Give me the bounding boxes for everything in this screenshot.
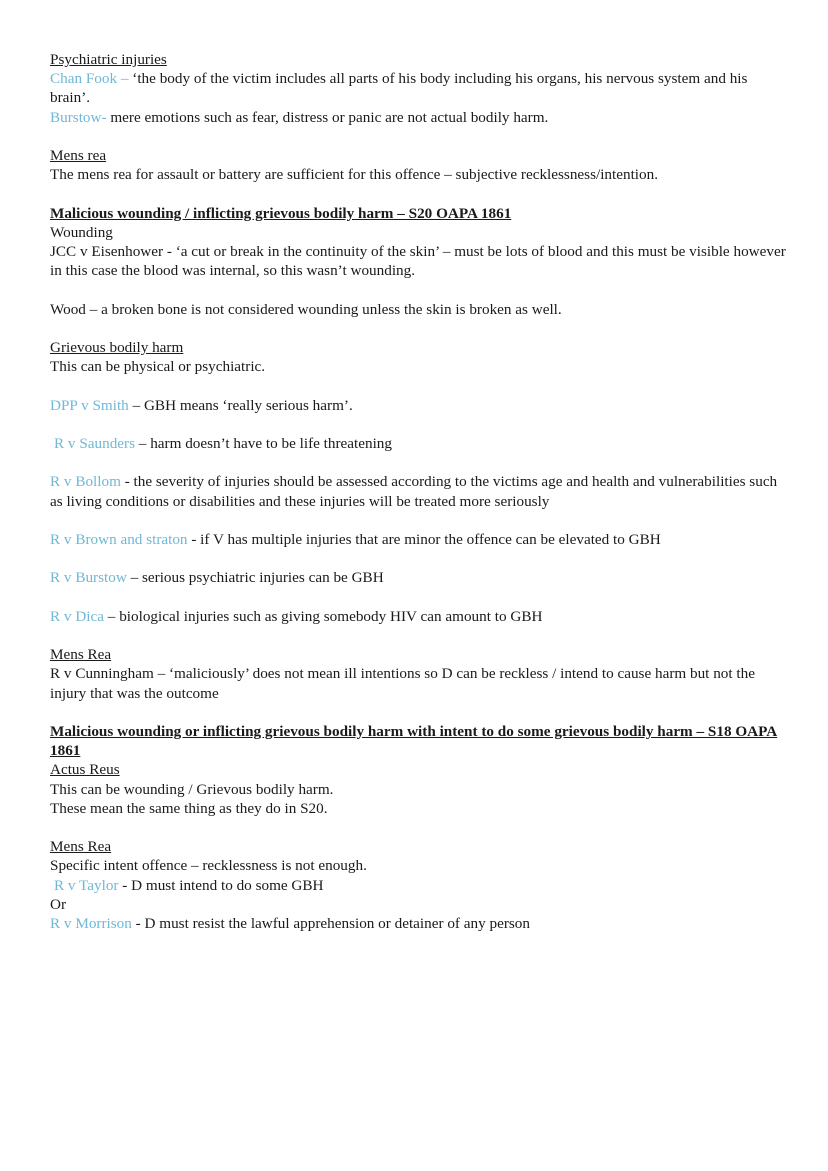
paragraph-burstow-gbh (50, 568, 790, 587)
paragraph-morrison (50, 914, 790, 933)
case-dpp-smith: DPP v Smith (50, 396, 129, 414)
burstow-gbh-text: – serious psychiatric injuries can be GBH (126, 569, 384, 587)
paragraph-cunningham: R v Cunningham – ‘maliciously’ does not mean ill intentions so D can be reckless / intend to cause harm but not the injury that was the outcome (50, 665, 755, 702)
burstow-text: mere emotions such as fear, distress or panic are not actual bodily harm. (106, 108, 549, 126)
heading-mens-rea: Mens rea (50, 147, 107, 164)
case-chan-fook: Chan Fook – (50, 70, 129, 88)
paragraph-actus-1: This can be wounding / Grievous bodily harm. (50, 780, 334, 798)
heading-mens-rea-s20: Mens Rea (50, 646, 112, 664)
paragraph-bollom (50, 472, 790, 510)
heading-wounding: Wounding (50, 223, 113, 241)
case-taylor: R v Taylor (54, 876, 119, 894)
paragraph-dica (50, 607, 790, 626)
case-brown-straton: R v Brown and straton (50, 530, 188, 548)
paragraph-mens-rea: The mens rea for assault or battery are sufficient for this offence – subjective recklessness/intention. (50, 166, 658, 184)
paragraph-specific-intent: Specific intent offence – recklessness is not enough. (50, 857, 367, 875)
case-burstow: Burstow- (50, 108, 107, 126)
paragraph-gbh: This can be physical or psychiatric. (50, 358, 266, 376)
paragraph-jcc-eisenhower: JCC v Eisenhower - ‘a cut or break in the continuity of the skin’ – must be lots of blood and this must be visible however in this case the blood was internal, so this wasn’t wounding. (50, 243, 786, 280)
case-saunders: R v Saunders (54, 434, 135, 452)
dica-text: – biological injuries such as giving somebody HIV can amount to GBH (104, 607, 543, 625)
paragraph-brown-straton (50, 530, 790, 549)
paragraph-saunders (50, 434, 790, 453)
brown-straton-text: - if V has multiple injuries that are minor the offence can be elevated to GBH (187, 530, 661, 548)
heading-s18: Malicious wounding or inflicting grievous bodily harm with intent to do some grievous bodily harm – S18 OAPA 1861 (50, 722, 778, 760)
case-dica: R v Dica (50, 607, 104, 625)
case-morrison: R v Morrison (50, 914, 132, 932)
case-bollom: R v Bollom (50, 473, 121, 491)
heading-mens-rea-s18: Mens Rea (50, 838, 112, 856)
paragraph-wood: Wood – a broken bone is not considered wounding unless the skin is broken as well. (50, 300, 562, 318)
paragraph-burstow (50, 108, 790, 127)
paragraph-dpp-smith (50, 396, 790, 415)
morrison-text: - D must resist the lawful apprehension or detainer of any person (131, 914, 530, 932)
saunders-text: – harm doesn’t have to be life threatening (135, 434, 392, 452)
heading-s20: Malicious wounding / inflicting grievous bodily harm – S20 OAPA 1861 (50, 204, 512, 222)
heading-grievous-bodily-harm: Grievous bodily harm (50, 338, 184, 356)
case-burstow-gbh: R v Burstow (50, 569, 127, 587)
dpp-smith-text: – GBH means ‘really serious harm’. (128, 396, 353, 414)
document-page (50, 50, 790, 933)
heading-psychiatric-injuries: Psychiatric injuries (50, 51, 167, 68)
paragraph-actus-2: These mean the same thing as they do in S20. (50, 799, 328, 817)
heading-actus-reus: Actus Reus (50, 761, 120, 779)
chan-fook-text: ‘the body of the victim includes all parts of his body including his organs, his nervous system and his brain’. (50, 70, 748, 107)
bollom-text: - the severity of injuries should be assessed according to the victims age and health and vulnerabilities such as living conditions or disabilities and these injuries will be treated more seriously (50, 473, 778, 510)
paragraph-or: Or (50, 895, 67, 913)
paragraph-chan-fook (50, 69, 790, 107)
taylor-text: - D must intend to do some GBH (118, 876, 324, 894)
paragraph-taylor (50, 876, 790, 895)
